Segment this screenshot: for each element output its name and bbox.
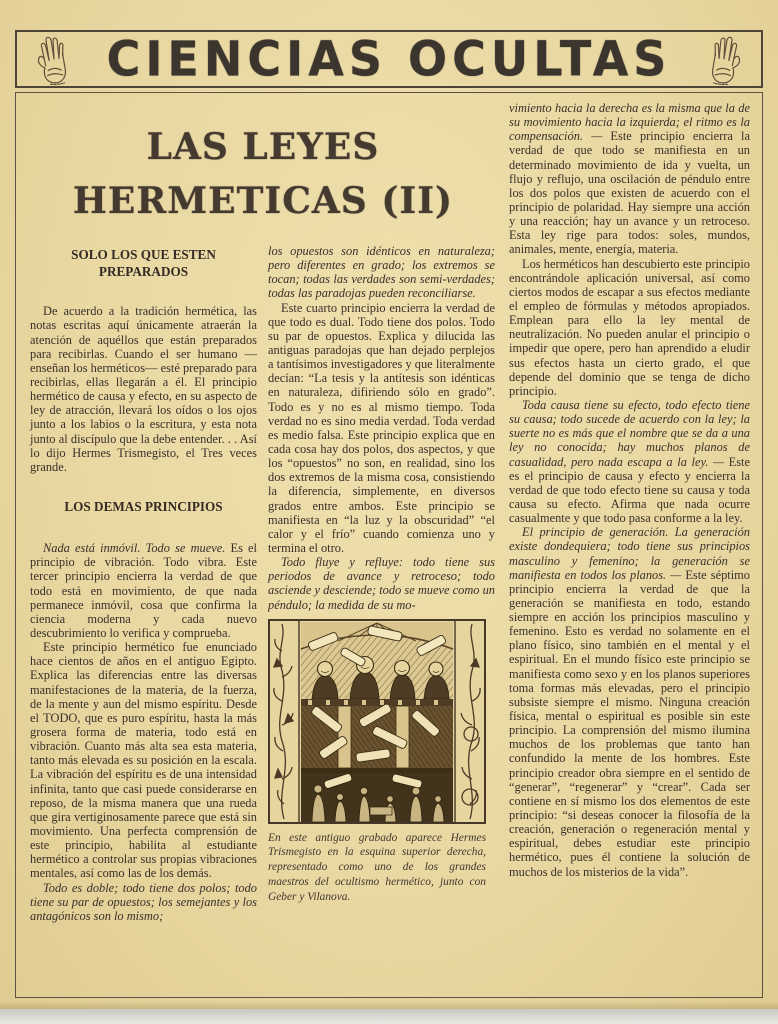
masthead-title: CIENCIAS OCULTAS bbox=[106, 30, 672, 88]
paragraph: El principio de generación. La generación existe dondequiera; todo tiene sus principios masculino y femenino; la generación se manifiesta en todos los planos. — Este séptimo principio encierra la verdad de que la generación se manifiesta en todo, estando siempre en acción los principios masculino y femenino. Esto es verdad no solamente en el plano físico, sino también en el mental y el espiritual. En el mundo físico este principio se manifiesta como sexo y en los planos superiores toma formas más elevadas, pero el principio subsiste siempre el mismo. Ninguna creación física, mental o espiritual es posible sin este principio. La comprensión del mismo ilumina muchos de los problemas que tanto han confundido la mente de los hombres. Este principio creador obra siempre en el sentido de “generar”, “regenerar” y “crear”. Cada ser contiene en sí mismo los dos elementos de este principio: “si deseas conocer la filosofía de la creación, generación o regeneración mental y espiritual, debes estudiar este principio hermético, pues él contiene la solución de muchos de los misterios de la vida”. bbox=[509, 525, 750, 879]
paragraph: De acuerdo a la tradición hermética, las notas escritas aquí únicamente atraerán la atención de aquéllos que están preparados para recibirlas. Cuando el ser humano —enseñan los herméticos— esté preparado para recibirlas, ellas llegarán a él. El principio hermético de causa y efecto, en su aspecto de ley de atracción, llevará los oídos o los ojos junto a los labios o la escritura, y esta nota junto al discípulo que la debe entender. . . Así lo dijo Hermes Trismegisto, el Tres veces grande. bbox=[30, 304, 257, 474]
paragraph: Los herméticos han descubierto este principio encontrándole aplicación universal, así como ciertos modos de escapar a sus efectos mediante el empleo de fórmulas y métodos apropiados. Emplean para ello la ley mental de neutralización. No pueden anular el principio o impedir que opere, pero han aprendido a eludir sus efectos hasta un cierto grado, el que depende del dominio que se tenga de dicho principio. bbox=[509, 256, 750, 398]
column-1 bbox=[30, 244, 257, 923]
two-column-text bbox=[30, 244, 496, 923]
page-edge-shadow bbox=[0, 1001, 778, 1009]
paragraph: Este principio hermético fue enunciado hace cientos de años en el antiguo Egipto. Explica las diferencias entre las diversas manifestaciones de la materia, de la fuerza, de la mente y aun del mismo espíritu. Desde el TODO, que es puro espíritu, hasta la más grosera forma de materia, todo está en vibración. Cuanto más alta sea esta materia, tanto más elevada es su posición en la escala. La vibración del espíritu es de una intensidad infinita, tanto que casi puede considerarse en reposo, de la misma manera que una rueda que gira vertiginosamente parece que está sin movimiento. Una perfecta comprensión de este principio, habilita al estudiante hermético a controlar sus propias vibraciones mentales, así como las de los demás. bbox=[30, 640, 257, 881]
paragraph: Todo fluye y refluye: todo tiene sus periodos de avance y retroceso; todo asciende y desciende; todo se mueve como un péndulo; la medida de su mo- bbox=[268, 555, 495, 612]
scan-edge bbox=[0, 1009, 778, 1024]
article-body bbox=[15, 92, 763, 998]
hermes-engraving bbox=[268, 619, 486, 824]
column-2 bbox=[268, 244, 495, 923]
article-title-line2: HERMETICAS (II) bbox=[72, 180, 454, 222]
column-3 bbox=[509, 98, 750, 989]
section-heading-demas: LOS DEMAS PRINCIPIOS bbox=[64, 499, 223, 514]
section-heading-solo: SOLO LOS QUE ESTEN PREPARADOS bbox=[71, 247, 216, 280]
left-area bbox=[30, 98, 496, 989]
paragraph: vimiento hacia la derecha es la misma que la de su movimiento hacia la izquierda; el ritmo es la compensación. — Este principio encierra la verdad de que todo se manifiesta en un determinado movimiento de ida y vuelta, un flujo y reflujo, una oscilación de péndulo entre los dos polos que existen de acuerdo con el principio de polaridad. Hay siempre una acción y una reacción; hay un avance y un retroceso. Esta ley rige para todos: soles, mundos, animales, mente, energía, materia. bbox=[509, 101, 750, 257]
palmistry-hand-icon bbox=[28, 30, 75, 88]
palmistry-hand-icon bbox=[702, 30, 749, 88]
hermes-engraving-figure bbox=[268, 619, 486, 905]
paragraph: los opuestos son idénticos en naturaleza; pero diferentes en grado; los extremos se tocan; todas las verdades son semi-verdades; todas las paradojas pueden reconciliarse. bbox=[268, 244, 495, 301]
paragraph: Toda causa tiene su efecto, todo efecto tiene su causa; todo sucede de acuerdo con la ley; la suerte no es más que el nombre que se da a una ley no conocida; hay muchos planos de casualidad, pero nada escapa a la ley. — Este es el principio de causa y efecto y encierra la verdad de que todo efecto tiene su causa y toda causa su efecto. Afirma que nada ocurre casualmente y que todo pasa conforme a la ley. bbox=[509, 397, 750, 526]
paragraph: Nada está inmóvil. Todo se mueve. Es el principio de vibración. Todo vibra. Este tercer principio encierra la verdad de que todo está en movimiento, de que nada permanece inmóvil, cosa que confirma la ciencia moderna y cada nuevo descubrimiento lo verifica y comprueba. bbox=[30, 541, 257, 640]
paragraph: Todo es doble; todo tiene dos polos; todo tiene su par de opuestos; los semejantes y los antagónicos son lo mismo; bbox=[30, 880, 257, 923]
article-title-line1: LAS LEYES bbox=[146, 126, 380, 168]
paragraph: Este cuarto principio encierra la verdad de que todo es dual. Todo tiene dos polos. Todo su par de opuestos. Explica y dilucida las antiguas paradojas que han dejado perplejos a tantísimos investigadores y que literalmente decían: “La tesis y la antítesis son idénticas en naturaleza, difiriendo sólo en grado”. Todo es y no es al mismo tiempo. Toda verdad no es sino media verdad. Toda verdad es medio falsa. Este principio explica que en cada cosa hay dos polos, dos aspectos, y que los “opuestos” no son, en realidad, sino los dos extremos de la misma cosa, consistiendo la diferencia, simplemente, en diversos grados entre ambos. Este principio se manifiesta en “la luz y la obscuridad” “el calor y el frío” cuando comienza uno y termina el otro. bbox=[268, 300, 495, 555]
engraving-caption: En este antiguo grabado aparece Hermes Trismegisto en la esquina superior derecha, representado como uno de los grandes maestros del ocultismo hermético, junto con Geber y Vilanova. bbox=[268, 831, 486, 903]
article-title bbox=[30, 98, 496, 228]
masthead bbox=[15, 30, 763, 88]
